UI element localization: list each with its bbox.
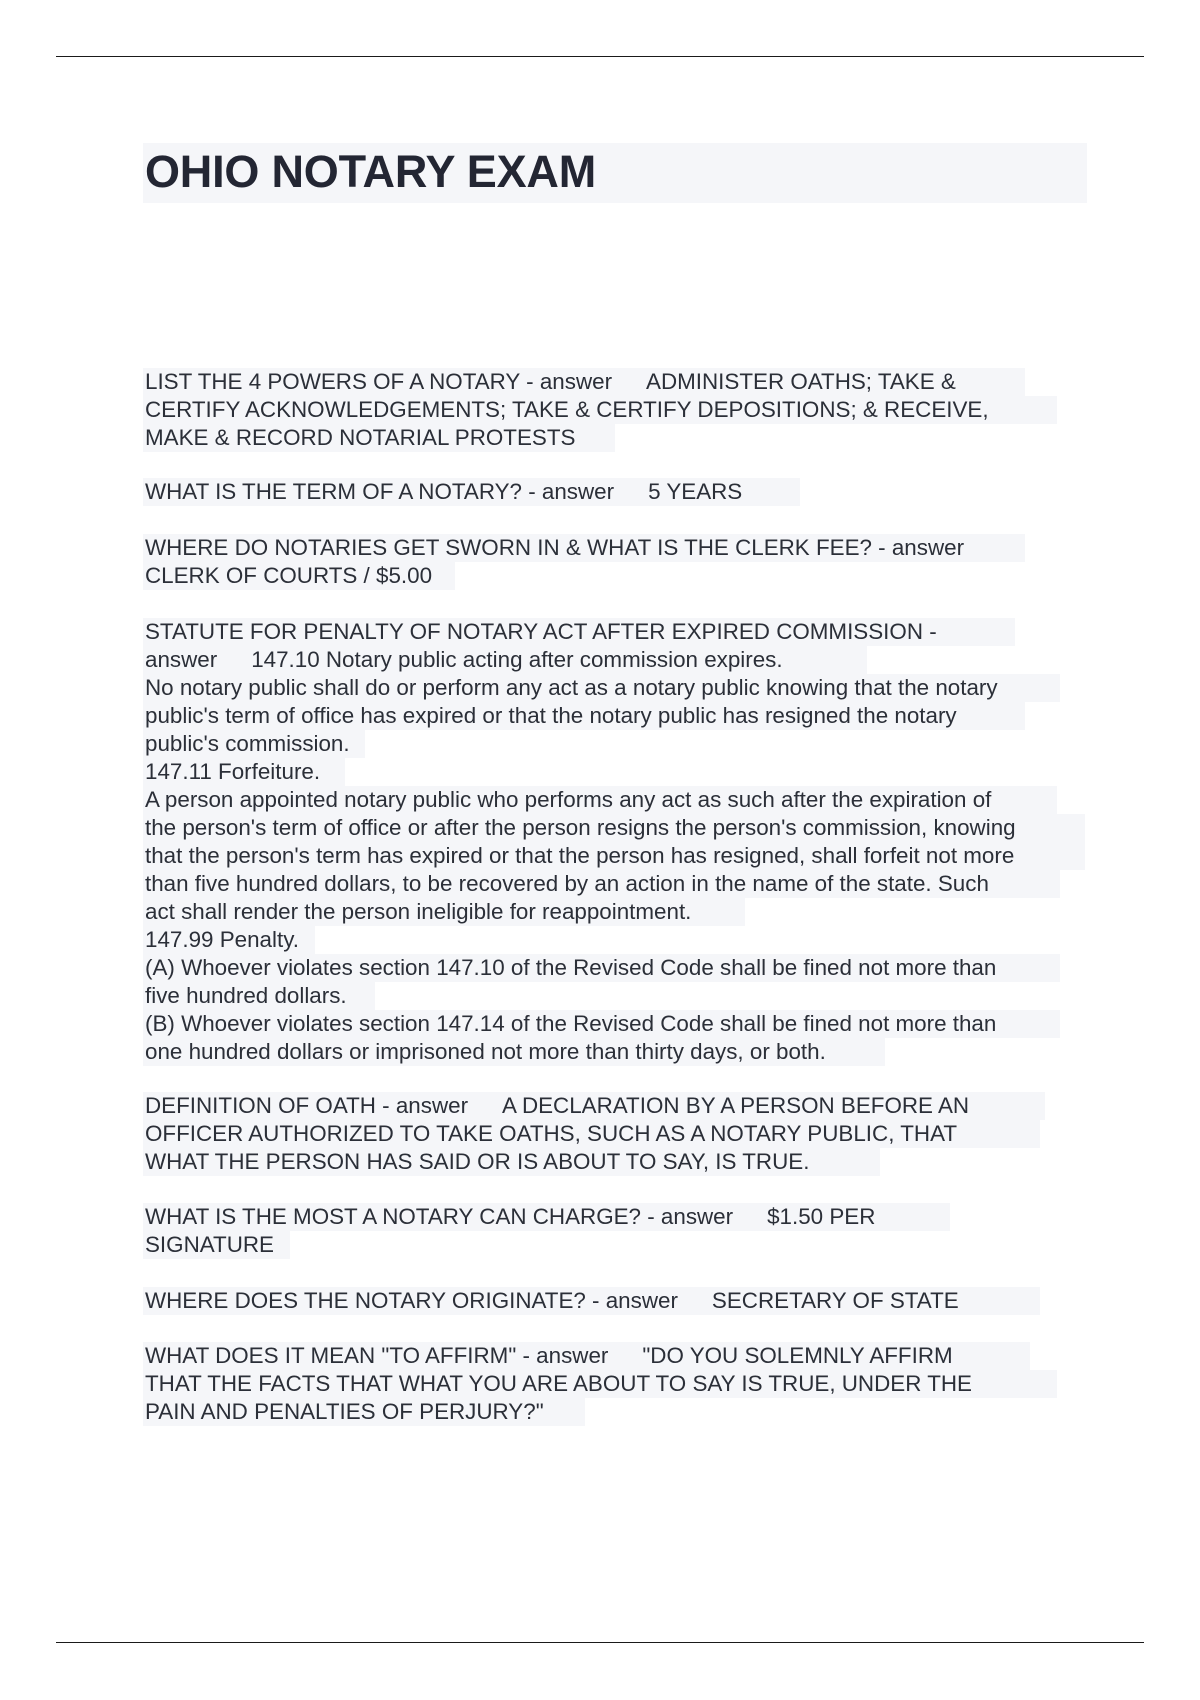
- answer-text: 147.11 Forfeiture.: [143, 758, 345, 786]
- question-text: WHERE DOES THE NOTARY ORIGINATE? - answer: [145, 1288, 678, 1313]
- answer-text: A DECLARATION BY A PERSON BEFORE AN: [502, 1093, 970, 1118]
- document-title: OHIO NOTARY EXAM: [145, 146, 596, 197]
- qa-line: [143, 1287, 1040, 1315]
- question-text: WHERE DO NOTARIES GET SWORN IN & WHAT IS THE CLERK FEE? - answer: [143, 534, 1025, 562]
- bottom-divider: [56, 1642, 1144, 1643]
- answer-text: A person appointed notary public who performs any act as such after the expiration of: [143, 786, 1057, 814]
- qa-line: [143, 1342, 1030, 1370]
- qa-line: [143, 368, 1025, 396]
- answer-text: 147.10 Notary public acting after commission expires.: [251, 647, 783, 672]
- answer-text: $1.50 PER: [767, 1204, 876, 1229]
- answer-text: (A) Whoever violates section 147.10 of the Revised Code shall be fined not more than: [143, 954, 1060, 982]
- qa-item: [143, 1203, 1087, 1259]
- answer-text: No notary public shall do or perform any act as a notary public knowing that the notary: [143, 674, 1060, 702]
- answer-text: SECRETARY OF STATE: [711, 1288, 959, 1313]
- qa-item: [143, 1092, 1087, 1176]
- qa-line: [143, 646, 867, 674]
- answer-text: CLERK OF COURTS / $5.00: [143, 562, 455, 590]
- qa-item: [143, 1342, 1087, 1426]
- question-text: DEFINITION OF OATH - answer: [145, 1093, 469, 1118]
- qa-line: [143, 1092, 1045, 1120]
- qa-item: [143, 534, 1087, 590]
- top-divider: [56, 56, 1144, 57]
- answer-text: OFFICER AUTHORIZED TO TAKE OATHS, SUCH AS A NOTARY PUBLIC, THAT: [143, 1120, 1040, 1148]
- qa-line: [143, 1203, 950, 1231]
- answer-text: public's commission.: [143, 730, 365, 758]
- answer-text: CERTIFY ACKNOWLEDGEMENTS; TAKE & CERTIFY DEPOSITIONS; & RECEIVE,: [143, 396, 1057, 424]
- answer-text: public's term of office has expired or that the notary public has resigned the notary: [143, 702, 1025, 730]
- answer-text: SIGNATURE: [143, 1231, 290, 1259]
- answer-text: that the person's term has expired or that the person has resigned, shall forfeit not more: [143, 842, 1085, 870]
- answer-text: WHAT THE PERSON HAS SAID OR IS ABOUT TO SAY, IS TRUE.: [143, 1148, 880, 1176]
- question-text: STATUTE FOR PENALTY OF NOTARY ACT AFTER EXPIRED COMMISSION -: [143, 618, 1015, 646]
- question-text: WHAT IS THE TERM OF A NOTARY? - answer: [145, 479, 615, 504]
- question-text: WHAT DOES IT MEAN "TO AFFIRM" - answer: [145, 1343, 609, 1368]
- qa-item: [143, 478, 1087, 506]
- answer-text: (B) Whoever violates section 147.14 of the Revised Code shall be fined not more than: [143, 1010, 1060, 1038]
- answer-text: act shall render the person ineligible for reappointment.: [143, 898, 745, 926]
- qa-item: [143, 618, 1087, 1066]
- question-text: answer: [145, 647, 218, 672]
- answer-text: THAT THE FACTS THAT WHAT YOU ARE ABOUT TO SAY IS TRUE, UNDER THE: [143, 1370, 1057, 1398]
- answer-text: PAIN AND PENALTIES OF PERJURY?": [143, 1398, 585, 1426]
- answer-text: than five hundred dollars, to be recovered by an action in the name of the state. Such: [143, 870, 1060, 898]
- qa-item: [143, 368, 1087, 452]
- answer-text: five hundred dollars.: [143, 982, 375, 1010]
- answer-text: the person's term of office or after the person resigns the person's commission, knowing: [143, 814, 1085, 842]
- answer-text: MAKE & RECORD NOTARIAL PROTESTS: [143, 424, 615, 452]
- question-text: LIST THE 4 POWERS OF A NOTARY - answer: [145, 369, 613, 394]
- answer-text: "DO YOU SOLEMNLY AFFIRM: [642, 1343, 953, 1368]
- qa-line: [143, 478, 800, 506]
- answer-text: ADMINISTER OATHS; TAKE &: [646, 369, 956, 394]
- qa-item: [143, 1287, 1087, 1315]
- answer-text: 147.99 Penalty.: [143, 926, 315, 954]
- question-text: WHAT IS THE MOST A NOTARY CAN CHARGE? - answer: [145, 1204, 734, 1229]
- answer-text: one hundred dollars or imprisoned not more than thirty days, or both.: [143, 1038, 885, 1066]
- answer-text: 5 YEARS: [648, 479, 743, 504]
